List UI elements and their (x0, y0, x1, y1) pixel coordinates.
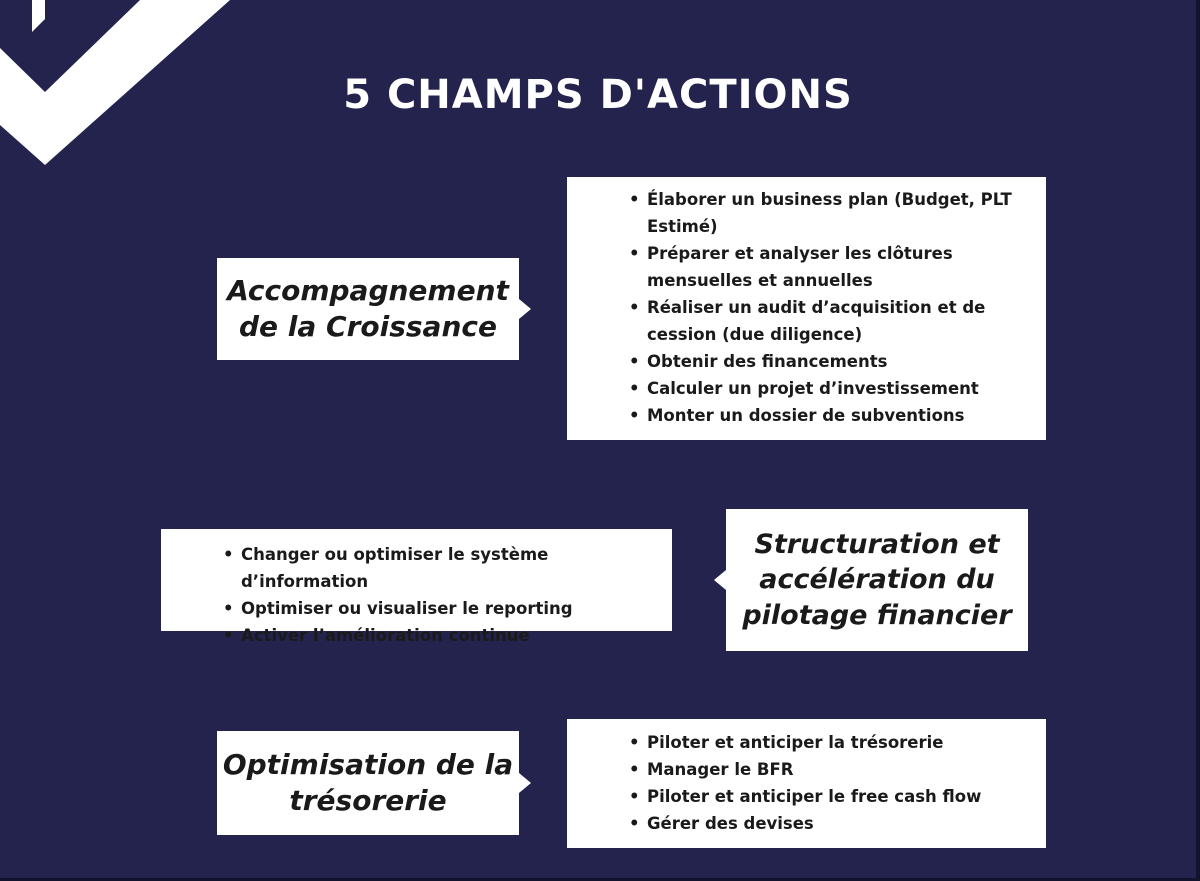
section-heading-tresorerie (217, 731, 519, 835)
list-item: • Obtenir des financements (629, 348, 1026, 375)
section-list-tresorerie (567, 719, 1046, 848)
list-item: • Optimiser ou visualiser le reporting (223, 595, 662, 622)
heading-line: pilotage financier (742, 599, 1012, 631)
heading-line: Structuration et (754, 529, 1000, 561)
list-item: • Gérer des devises (629, 810, 1026, 837)
list-item: • Piloter et anticiper le free cash flow (629, 783, 1026, 810)
heading-line: de la Croissance (239, 310, 497, 343)
section-heading-pilotage (726, 509, 1028, 651)
heading-line: trésorerie (289, 784, 447, 817)
page-title: 5 CHAMPS D'ACTIONS (343, 72, 853, 118)
list-item: • Changer ou optimiser le système d’information (223, 541, 662, 595)
list-item: • Réaliser un audit d’acquisition et de cession (due diligence) (629, 294, 1026, 348)
list-item: • Monter un dossier de subventions (629, 402, 1026, 429)
list-item: • Élaborer un business plan (Budget, PLT Estimé) (629, 186, 1026, 240)
section-list-pilotage (161, 529, 672, 645)
heading-line: accélération du (759, 564, 995, 596)
heading-line: Optimisation de la (222, 747, 514, 781)
list-item: • Piloter et anticiper la trésorerie (629, 729, 1026, 756)
list-item: • Manager le BFR (629, 756, 1026, 783)
heading-line: Accompagnement (227, 273, 509, 307)
list-item: • Préparer et analyser les clôtures mensuelles et annuelles (629, 240, 1026, 294)
list-item: • Activer l’amélioration continue (223, 622, 662, 649)
list-item: • Calculer un projet d’investissement (629, 375, 1026, 402)
section-heading-croissance (217, 258, 519, 360)
connector-arrow (519, 299, 531, 319)
section-list-croissance (567, 177, 1046, 440)
connector-arrow (714, 570, 726, 590)
connector-arrow (519, 773, 531, 793)
